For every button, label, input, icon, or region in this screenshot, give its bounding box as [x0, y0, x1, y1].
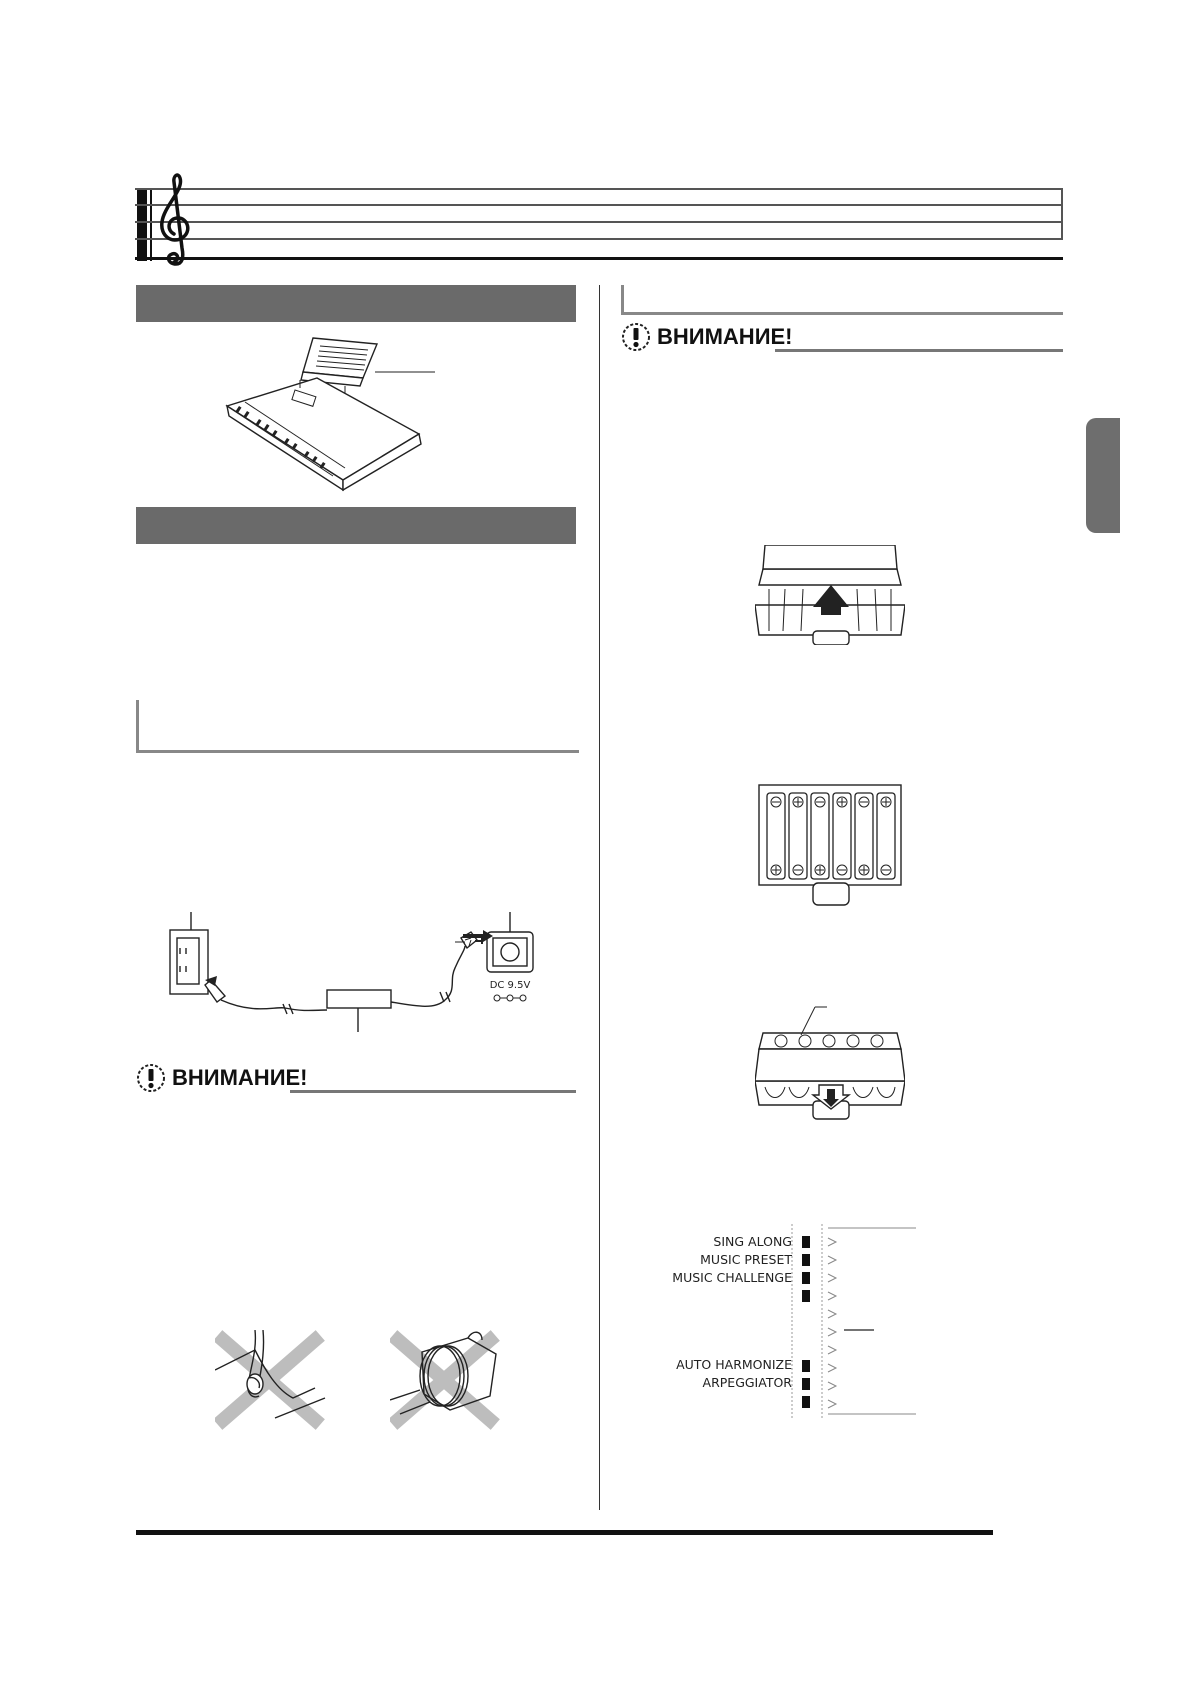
cord-bend-warning-illustration: [215, 1330, 330, 1430]
staff-end-line: [1061, 188, 1063, 240]
caution-label: ВНИМАНИЕ!: [657, 324, 793, 349]
staff-thick-bar: [137, 188, 147, 261]
caution-label: ВНИМАНИЕ!: [172, 1065, 308, 1090]
column-divider: [599, 285, 600, 1510]
indicator-label: MUSIC PRESET: [700, 1252, 792, 1267]
indicator-label: MUSIC CHALLENGE: [672, 1270, 792, 1285]
staff-bottom-line: [135, 257, 1063, 260]
battery-polarity-illustration: [755, 783, 905, 908]
dc-jack-label: DC 9.5V: [489, 980, 531, 991]
staff-line: [135, 221, 1063, 223]
caution-rule: [290, 1090, 576, 1093]
caution-icon: [136, 1063, 166, 1093]
battery-cover-removal-illustration: [755, 545, 905, 645]
keyboard-music-stand-illustration: [225, 330, 435, 495]
sub-heading-rule: [621, 312, 1063, 315]
staff-line: [135, 238, 1063, 240]
footer-rule: [136, 1530, 993, 1535]
staff-line: [135, 204, 1063, 206]
indicator-label: AUTO HARMONIZE: [676, 1357, 792, 1372]
cord-wrap-warning-illustration: [390, 1330, 505, 1430]
staff-line: [135, 188, 1063, 190]
staff-thin-bar: [150, 188, 152, 261]
caution-heading: [136, 1063, 308, 1093]
sub-heading-frame: [136, 700, 579, 753]
section-header-bar: [136, 507, 576, 544]
ac-adapter-connection-illustration: [165, 910, 565, 1035]
caution-icon: [621, 322, 651, 352]
display-indicator-panel: [660, 1222, 920, 1422]
indicator-label: ARPEGGIATOR: [702, 1375, 792, 1390]
treble-clef-icon: [154, 172, 196, 272]
section-header-bar: [136, 285, 576, 322]
battery-cover-closing-illustration: [755, 1005, 905, 1125]
caution-heading: [621, 322, 793, 352]
sub-heading-frame: [621, 285, 624, 315]
section-side-tab: [1086, 418, 1120, 533]
caution-rule: [775, 349, 1063, 352]
indicator-label: SING ALONG: [713, 1234, 792, 1249]
